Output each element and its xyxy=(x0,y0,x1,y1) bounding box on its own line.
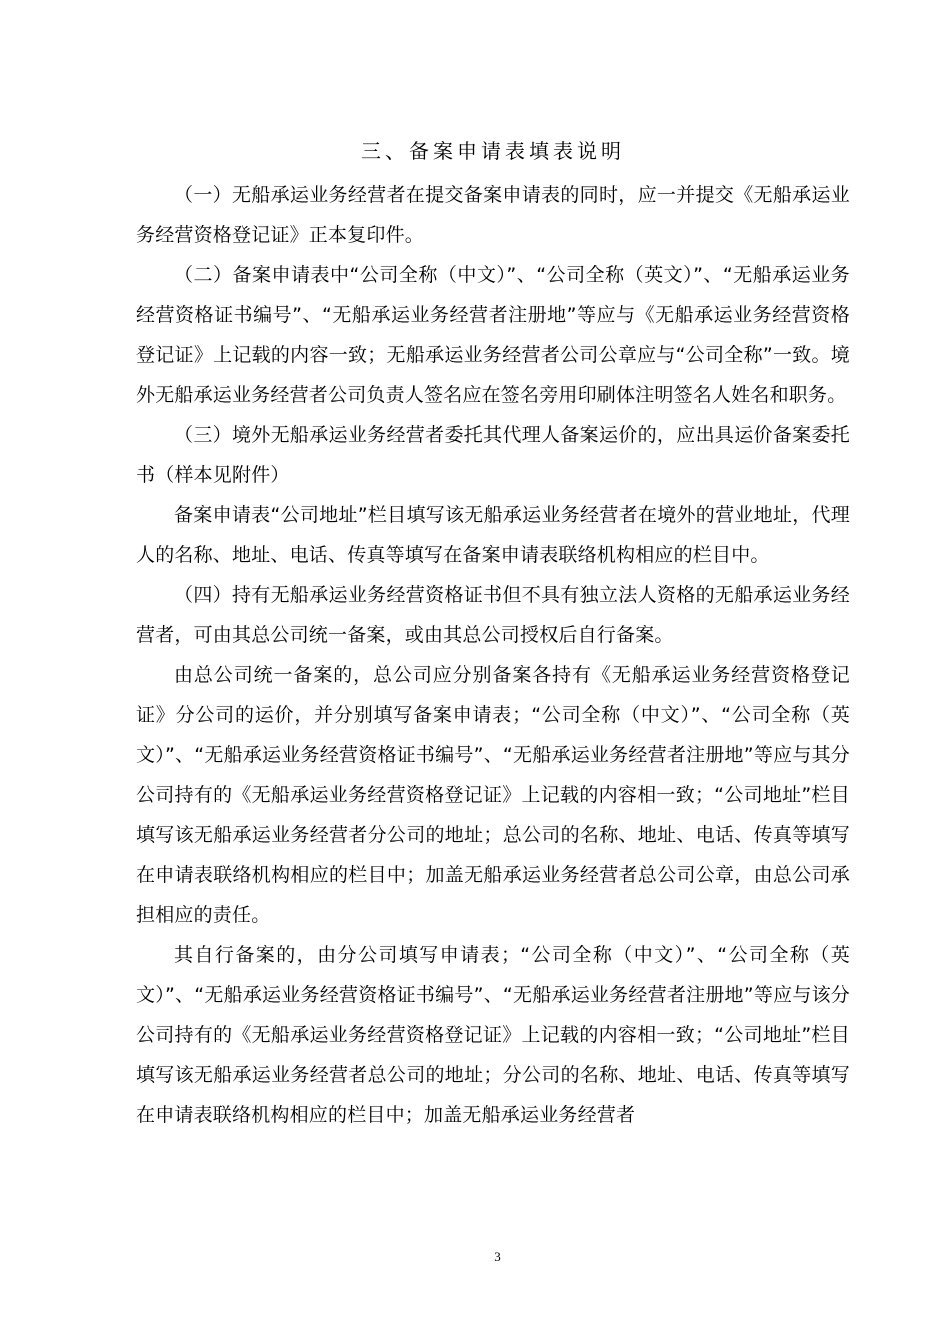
paragraph-1: （一）无船承运业务经营者在提交备案申请表的同时，应一并提交《无船承运业务经营资格登记证》正本复印件。 xyxy=(136,184,850,246)
paragraph-7: 其自行备案的，由分公司填写申请表；“公司全称（中文）”、“公司全称（英文）”、“无船承运业务经营资格证书编号”、“无船承运业务经营者注册地”等应与该分公司持有的《无船承运业务经营资格登记证》上记载的内容相一致；“公司地址”栏目填写该无船承运业务经营者总公司的地址；分公司的名称、地址、电话、传真等填写在申请表联络机构相应的栏目中；加盖无船承运业务经营者 xyxy=(136,944,850,1126)
page-number: 3 xyxy=(494,1249,501,1264)
paragraph-2: （二）备案申请表中“公司全称（中文）”、“公司全称（英文）”、“无船承运业务经营资格证书编号”、“无船承运业务经营者注册地”等应与《无船承运业务经营资格登记证》上记载的内容一致；无船承运业务经营者公司公章应与“公司全称”一致。境外无船承运业务经营者公司负责人签名应在签名旁用印刷体注明签名人姓名和职务。 xyxy=(136,264,850,406)
paragraph-5: （四）持有无船承运业务经营资格证书但不具有独立法人资格的无船承运业务经营者，可由其总公司统一备案，或由其总公司授权后自行备案。 xyxy=(136,584,850,646)
paragraph-3: （三）境外无船承运业务经营者委托其代理人备案运价的，应出具运价备案委托书（样本见附件） xyxy=(136,424,850,486)
paragraph-4: 备案申请表“公司地址”栏目填写该无船承运业务经营者在境外的营业地址，代理人的名称、地址、电话、传真等填写在备案申请表联络机构相应的栏目中。 xyxy=(136,504,850,566)
paragraph-6: 由总公司统一备案的，总公司应分别备案各持有《无船承运业务经营资格登记证》分公司的运价，并分别填写备案申请表；“公司全称（中文）”、“公司全称（英文）”、“无船承运业务经营资格证书编号”、“无船承运业务经营者注册地”等应与其分公司持有的《无船承运业务经营资格登记证》上记载的内容相一致；“公司地址”栏目填写该无船承运业务经营者分公司的地址；总公司的名称、地址、电话、传真等填写在申请表联络机构相应的栏目中；加盖无船承运业务经营者总公司公章，由总公司承担相应的责任。 xyxy=(136,664,850,926)
body-text xyxy=(136,175,850,1135)
section-title: 三、备案申请表填表说明 xyxy=(361,139,625,163)
